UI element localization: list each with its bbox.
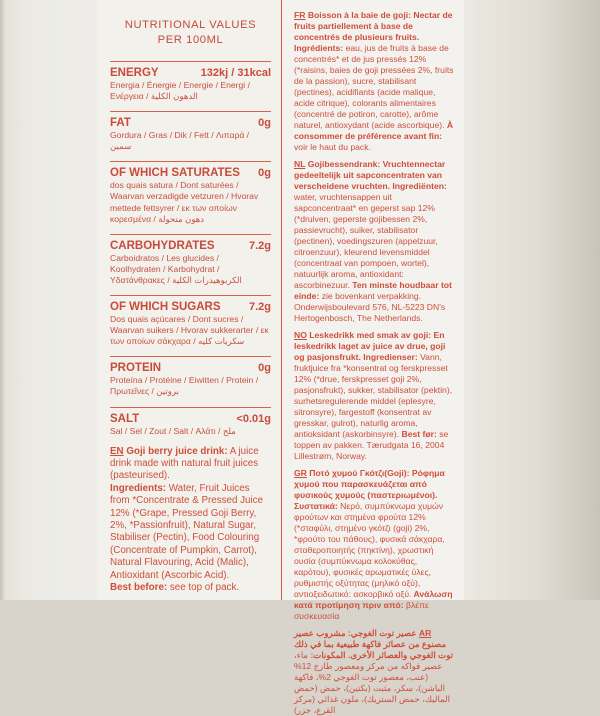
gr-ingredients-label: Συστατικά: [294,501,338,511]
energy-translations: Energia / Énergie / Energie / Energi / Ενέργεια / الدهون الكلية [110,80,250,102]
nutrition-row-salt [110,407,271,437]
lang-block-fr [294,10,454,153]
fr-best-before-text: voir le haut du pack. [294,142,371,152]
en-best-before-text: see top of pack. [167,582,240,594]
carbohydrates-value: 7.2g [248,239,271,252]
carbohydrates-label: CARBOHYDRATES [110,239,215,252]
fr-text: Boisson à la baie de goji: Nectar de fruits partiellement à base de concentrés de plusieurs fruits. [294,10,453,42]
en-best-before-label: Best before: [110,582,168,594]
energy-value: 132kj / 31kcal [200,67,271,79]
saturates-value: 0g [258,167,271,180]
nutrition-row-fat [110,111,271,152]
saturates-translations: dos quais satura / Dont saturées / Waarvan verzadigde vetzuren / Hvorav mettede fettsyrer / εκ των οποίων κορεσμένα / دهون متحولة [110,180,259,224]
nutrition-title-line1: NUTRITIONAL VALUES [124,19,257,31]
sugars-value: 7.2g [248,301,271,314]
lang-code-nl: NL [294,159,306,169]
fr-ingredients-label: Ingrédients: [294,43,344,53]
fr-ingredients-text: eau, jus de fruits à base de concentrés* et de jus pressés 12% (*raisins, baies de goji pressées 2%, fruits de la passion), sucre, stabilisant (pectines), acidifiants (acide malique, acide citrique), colorants alimentaires (concentré de potiron, carotte), arôme naturel, antioxydant (acide ascorbique). [294,43,454,130]
protein-value: 0g [258,362,271,375]
nl-ingredients-label: Ingrediënten: [390,181,447,191]
en-body: A juice drink made with natural fruit juices (pasteurised). [110,445,259,482]
salt-label: SALT [110,412,140,425]
lang-block-nl [294,159,454,324]
nutrition-title [110,18,271,48]
ar-text: عصير توت الغوجي: مشروب عصير مصنوع من عصائر فاكهة طبيعية بما في ذلك توت الغوجي والعصائر الأخرى. [294,628,454,660]
english-description [110,446,271,595]
fr-best-before-label: À consommer de préférence avant fin: [294,120,454,141]
translations-panel [281,0,464,715]
salt-translations: Sal / Sel / Zout / Salt / Αλάτι / ملح [110,425,236,436]
lang-code-ar: AR [418,628,432,638]
nutrition-row-energy [110,61,271,102]
ar-ingredients-label: المكونات: [310,650,348,660]
salt-value: <0.01g [236,412,271,425]
no-best-before-text: se toppen av pakken. Tærudgata 16, 2004 Lillestrøm, Norway. [294,429,449,461]
no-ingredients-label: Ingredienser: [360,352,418,362]
lang-code-gr: GR [294,468,307,478]
nl-best-before-label: Ten minste houdbaar tot einde: [294,280,452,301]
energy-label: ENERGY [110,67,159,79]
fat-label: FAT [110,117,131,130]
en-ingredients-text: Water, Fruit Juices from *Concentrate & Pressed Juice 12% (*Grape, Pressed Goji Berry, 2%, *Passionfruit), Natural Sugar, Stabiliser (Pectin), Food Colouring (Concentrate of Pumpkin, Carrot), Natural Flavouring, Acid (Malic), Antioxidant (Ascorbic Acid). [110,482,264,581]
no-best-before-label: Best før: [399,429,437,439]
fat-value: 0g [258,117,271,130]
en-heading: Goji berry juice drink: [123,445,228,457]
lang-block-no [294,330,454,462]
nl-ingredients-text: water, vruchtensappen uit sapconcentraat* en geperst sap 12% (*druiven, geperste gojibessen 2%, passievrucht), suiker, stabilisator (pectinen), voedingszuren (appelzuur, citroenzuur), kleurend levensmiddel (concentraat van pompoen, wortel), natuurlijk aroma, antioxidant: ascorbinezuur. [294,192,438,290]
lang-block-gr [294,468,454,622]
gr-best-before-text: βλέπε συσκευασία [294,600,429,621]
protein-label: PROTEIN [110,362,162,375]
fat-translations: Gordura / Gras / Dik / Fett / Λιπαρά / سمين [110,130,250,152]
sugars-label: OF WHICH SUGARS [110,301,221,314]
no-ingredients-text: Vann, fruktjuice fra *konsentrat og ferskpresset 12% (*drue, ferskpresset goji 2%, pasjonsfrukt), sukker, stabilisator (pektin), surhetsregulerende middel (eplesyre, sitronsyre), fargestoff (konsentrat av gresskar, gulrot), naturlig aroma, antioksidant (askorbinsyre). [294,352,453,439]
nutrition-row-saturates [110,161,271,224]
lang-block-ar [294,628,454,716]
nutrition-panel [98,0,281,600]
lang-code-en: EN [110,445,124,457]
gr-ingredients-text: Νερό, συμπύκνωμα χυμών φρούτων και στημένα φρούτα 12% (*σταφύλι, στημένο γκότζι (goji) 2%, *φρούτο του πάθους), φυσικά σάκχαρα, σταθεροποιητής (πηκτίνη), χρωστική ουσία (συμπύκνωμα κολοκύθας, καρότου), φυσικές αρωματικές ύλες, ρυθμιστής οξύτητας (μηλικό οξύ), αντιοξειδωτικό: ασκορβικό οξύ. [294,501,445,599]
nutrition-row-sugars [110,295,271,347]
no-text: Leskedrikk med smak av goji: En leskedrikk laget av juice av drue, goji og pasjonsfrukt. [294,330,446,362]
en-ingredients-label: Ingredients: [110,482,167,494]
nl-best-before-text: zie bovenkant verpakking. Onderwijsboulevard 576, NL-5223 DN's Hertogenbosch, The Netherlands. [294,291,446,323]
gr-text: Ποτό χυμού Γκότζι(Goji): Ρόφημα χυμού που παρασκευάζεται από φυσικούς χυμούς (παστεριωμένοι). [294,468,445,500]
lang-code-no: NO [294,330,307,340]
nutrition-row-protein [110,356,271,397]
nl-text: Gojibessendrank: Vruchtennectar gedeeltelijk uit sapconcentraten van verscheidene vruchten. [294,159,446,191]
sugars-translations: Dos quais açúcares / Dont sucres / Waarvan suikers / Hvorav sukkerarter / εκ των οποίων σάκχαρα / سكريات كليه [110,314,269,347]
package-side-edge [464,0,600,600]
gr-best-before-label: Ανάλωση κατά προτίμηση πριν από: [294,589,453,610]
nutrition-title-line2: PER 100ML [157,34,224,46]
carbohydrates-translations: Carboidratos / Les glucides / Koolhydraten / Karbohydrat / Υδατάνθρακες / الكربوهيدرات الكلية [110,252,242,285]
protein-translations: Proteína / Protéine / Eiwitten / Protein / Πρωτεΐνες / بروتين [110,375,259,397]
saturates-label: OF WHICH SATURATES [110,167,240,180]
nutrition-row-carbohydrates [110,234,271,286]
ar-ingredients-text: ماء، عصير فواكه من مركز ومعصور طازج 12% (عنب، معصور توت الغوجي 2%، فاكهة الباشن)، سكر، مثبت (بكتين)، حمض (حمض الماليك، حمض الستريك)، ملون غذائي (مركز القرع، جزر) [294,650,451,715]
lang-code-fr: FR [294,10,306,20]
